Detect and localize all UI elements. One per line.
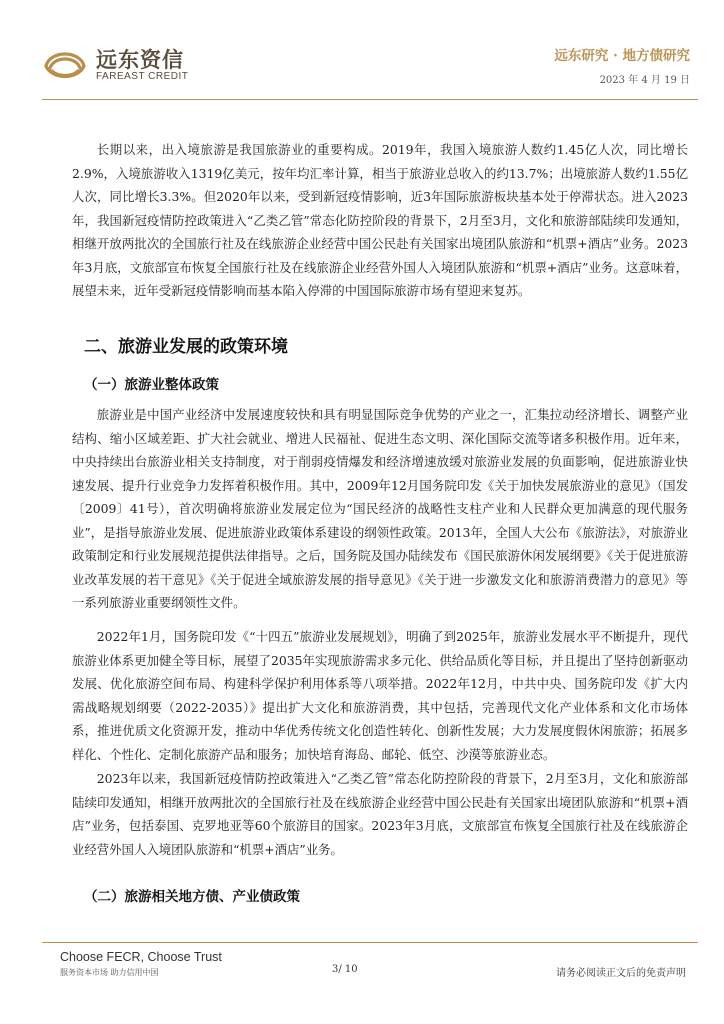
header-divider <box>42 99 698 100</box>
logo-name: 远东资信 <box>96 48 184 72</box>
subsection-title-2: （二）旅游相关地方债、产业债政策 <box>84 889 300 905</box>
report-date: 2023 年 4 月 19 日 <box>599 75 690 86</box>
page-header <box>0 0 724 100</box>
page-number: 3/ 10 <box>332 964 358 975</box>
footer-slogan-cn: 服务资本市场 助力信用中国 <box>60 968 159 977</box>
intro-paragraph: 长期以来，出入境旅游是我国旅游业的重要构成。2019年，我国入境旅游人数约1.45亿人次，同比增长2.9%，入境旅游收入1319亿美元，按年均汇率计算，相当于旅游业总收入的约13.7%；出境旅游人数约1.55亿人次，同比增长3.3%。但2020年以来，受到新冠疫情影响，近3年国际旅游板块基本处于停滞状态。进入2023年，我国新冠疫情防控政策进入“乙类乙管”常态化防控阶段的背景下，2月至3月，文化和旅游部陆续印发通知，相继开放两批次的全国旅行社及在线旅游企业经营中国公民赴有关国家出境团队旅游和“机票+酒店”业务。2023年3月底，文旅部宣布恢复全国旅行社及在线旅游企业经营外国人入境团队旅游和“机票+酒店”业务。这意味着，展望未来，近年受新冠疫情影响而基本陷入停滞的中国国际旅游市场有望迎来复苏。 <box>72 142 688 298</box>
disclaimer-note: 请务必阅读正文后的免责声明 <box>556 968 686 979</box>
policy-paragraph-2: 2022年1月，国务院印发《“十四五”旅游业发展规划》，明确了到2025年，旅游业发展水平不断提升，现代旅游业体系更加健全等目标，展望了2035年实现旅游需求多元化、供给品质化等目标，并且提出了坚持创新驱动发展、优化旅游空间布局、构建科学保护利用体系等八项举措。2022年12月，中共中央、国务院印发《扩大内需战略规划纲要（2022-2035）》提出扩大文化和旅游消费，其中包括，完善现代文化产业体系和文化市场体系，推进优质文化资源开发，推动中华优秀传统文化创造性转化、创新性发展；大力发展度假休闲旅游；拓展多样化、个性化、定制化旅游产品和服务；加快培育海岛、邮轮、低空、沙漠等旅游业态。 <box>72 629 688 762</box>
footer-divider <box>42 942 698 943</box>
fareast-logo-icon <box>42 44 88 84</box>
report-series: 远东研究 · 地方债研究 <box>554 48 690 64</box>
subsection-title-1: （一）旅游业整体政策 <box>84 377 219 393</box>
policy-paragraph-3: 2023年以来，我国新冠疫情防控政策进入“乙类乙管”常态化防控阶段的背景下，2月至3月，文化和旅游部陆续印发通知，相继开放两批次的全国旅行社及在线旅游企业经营中国公民赴有关国家出境团队旅游和“机票+酒店”业务，包括泰国、克罗地亚等60个旅游目的国家。2023年3月底，文旅部宣布恢复全国旅行社及在线旅游企业经营外国人入境团队旅游和“机票+酒店”业务。 <box>72 771 688 857</box>
logo-english-name: FAREAST CREDIT <box>96 71 189 82</box>
section-title: 二、旅游业发展的政策环境 <box>84 337 288 357</box>
footer-slogan-en: Choose FECR, Choose Trust <box>60 950 222 964</box>
policy-paragraph-1: 旅游业是中国产业经济中发展速度较快和具有明显国际竞争优势的产业之一，汇集拉动经济增长、调整产业结构、缩小区域差距、扩大社会就业、增进人民福祉、促进生态文明、深化国际交流等诸多积极作用。近年来，中央持续出台旅游业相关支持制度，对于削弱疫情爆发和经济增速放缓对旅游业发展的负面影响，促进旅游业快速发展、提升行业竞争力发挥着积极作用。其中，2009年12月国务院印发《关于加快发展旅游业的意见》（国发〔2009〕41号），首次明确将旅游业发展定位为“国民经济的战略性支柱产业和人民群众更加满意的现代服务业”，是指导旅游业发展、促进旅游业政策体系建设的纲领性政策。2013年，全国人大公布《旅游法》，对旅游业政策制定和行业发展规范提供法律指导。之后，国务院及国办陆续发布《国民旅游休闲发展纲要》《关于促进旅游业改革发展的若干意见》《关于促进全域旅游发展的指导意见》《关于进一步激发文化和旅游消费潜力的意见》等一系列旅游业重要纲领性文件。 <box>72 407 688 610</box>
